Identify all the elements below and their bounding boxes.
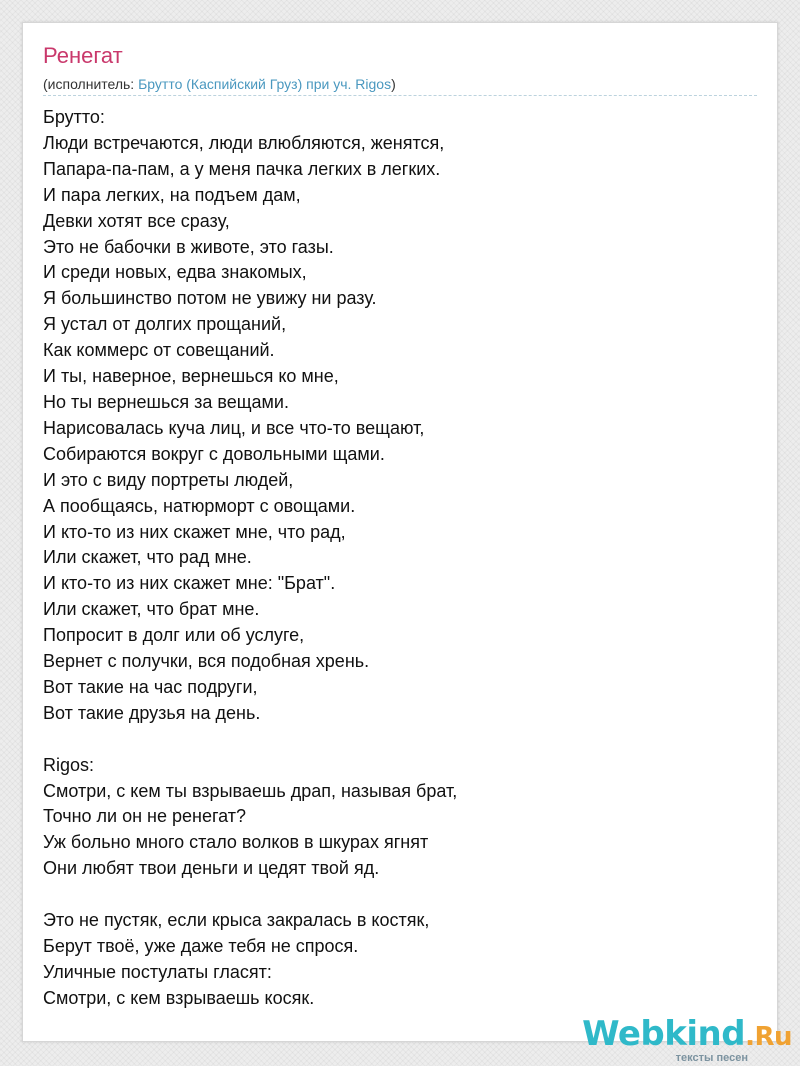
lyric-line: Я устал от долгих прощаний, xyxy=(43,314,287,335)
lyric-line: Берут твоё, уже даже тебя не спрося. xyxy=(43,936,359,956)
lyric-line: И кто-то из них скажет мне, что рад, xyxy=(43,521,346,542)
logo-tagline: тексты песен xyxy=(675,1052,748,1064)
lyric-line: А пообщаясь, натюрморт с овощами. xyxy=(43,495,356,516)
lyric-line: Попросит в долг или об услуге, xyxy=(43,625,305,646)
lyric-line: Уж больно много стало волков в шкурах ягнят xyxy=(43,832,429,853)
header-divider xyxy=(43,95,757,96)
lyric-line: Это не пустяк, если крыса закралась в костяк, xyxy=(43,910,430,931)
performer-prefix: (исполнитель: xyxy=(43,76,139,92)
lyric-line: Люди встречаются, люди влюбляются, женятся, xyxy=(43,132,445,153)
lyric-line: Брутто: xyxy=(43,107,105,127)
lyric-line: Собираются вокруг с довольными щами. xyxy=(43,443,385,464)
lyric-line: И ты, наверное, вернешься ко мне, xyxy=(43,366,339,387)
lyric-line: И пара легких, на подъем дам, xyxy=(43,184,301,205)
lyric-line: Вернет с получки, вся подобная хрень. xyxy=(43,651,370,672)
lyric-line: Я большинство потом не увижу ни разу. xyxy=(43,288,377,309)
lyric-line: Нарисовалась куча лиц, и все что-то вещают, xyxy=(43,417,425,438)
lyric-line: И среди новых, едва знакомых, xyxy=(43,262,307,283)
lyric-line: И кто-то из них скажет мне: "Брат". xyxy=(43,573,336,594)
lyric-line: Точно ли он не ренегат? xyxy=(43,806,247,827)
lyric-line: Смотри, с кем взрываешь косяк. xyxy=(43,987,315,1008)
performer-link[interactable]: Брутто (Каспийский Груз) при уч. Rigos xyxy=(138,76,392,92)
lyric-line: Или скажет, что брат мне. xyxy=(43,599,260,620)
lyric-line: Как коммерс от совещаний. xyxy=(43,340,275,361)
lyric-line: Это не бабочки в животе, это газы. xyxy=(43,236,334,257)
performer-suffix: ) xyxy=(391,76,396,92)
site-logo xyxy=(582,1014,792,1054)
lyric-line: Девки хотят все сразу, xyxy=(43,210,230,231)
lyrics-text xyxy=(43,105,457,1012)
lyric-line: Смотри, с кем ты взрываешь драп, называя брат, xyxy=(43,780,458,801)
logo-tld-text: .Ru xyxy=(745,1022,792,1052)
lyric-line: Или скажет, что рад мне. xyxy=(43,547,252,568)
performer-line xyxy=(43,75,396,93)
lyric-line: Вот такие на час подруги, xyxy=(43,676,258,697)
site-watermark xyxy=(582,1014,792,1064)
lyric-line: Уличные постулаты гласят: xyxy=(43,961,272,982)
lyrics-card xyxy=(22,22,778,1042)
lyric-line: Папара-па-пам, а у меня пачка легких в легких. xyxy=(43,158,441,179)
lyric-line: Они любят твои деньги и цедят твой яд. xyxy=(43,858,380,879)
song-title: Ренегат xyxy=(43,43,123,68)
logo-main-text: Webkind xyxy=(582,1014,746,1054)
lyric-line: Но ты вернешься за вещами. xyxy=(43,391,289,412)
lyric-line: Вот такие друзья на день. xyxy=(43,702,261,723)
lyric-line: И это с виду портреты людей, xyxy=(43,469,294,490)
lyric-line: Rigos: xyxy=(43,754,95,775)
